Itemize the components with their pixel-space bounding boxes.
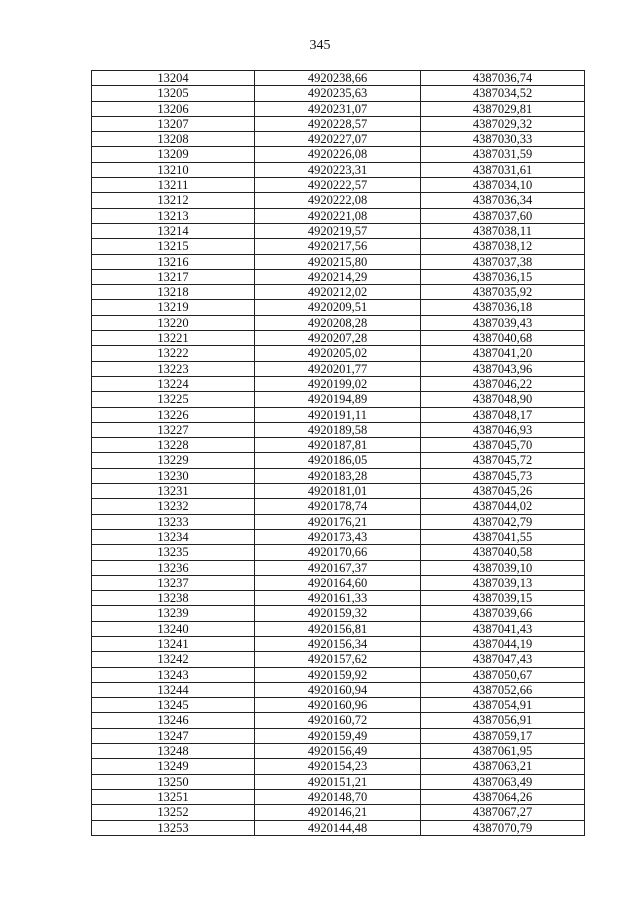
- x-coordinate-cell: 4920205,02: [255, 346, 421, 361]
- y-coordinate-cell: 4387063,49: [421, 774, 585, 789]
- y-coordinate-cell: 4387038,11: [421, 223, 585, 238]
- y-coordinate-cell: 4387044,02: [421, 499, 585, 514]
- table-row: [92, 132, 585, 147]
- x-coordinate-cell: 4920191,11: [255, 407, 421, 422]
- y-coordinate-cell: 4387054,91: [421, 698, 585, 713]
- table-row: [92, 193, 585, 208]
- point-number-cell: 13206: [92, 101, 255, 116]
- y-coordinate-cell: 4387036,34: [421, 193, 585, 208]
- x-coordinate-cell: 4920222,57: [255, 178, 421, 193]
- table-row: [92, 774, 585, 789]
- table-row: [92, 545, 585, 560]
- x-coordinate-cell: 4920231,07: [255, 101, 421, 116]
- point-number-cell: 13233: [92, 514, 255, 529]
- y-coordinate-cell: 4387039,13: [421, 575, 585, 590]
- table-row: [92, 468, 585, 483]
- x-coordinate-cell: 4920215,80: [255, 254, 421, 269]
- point-number-cell: 13237: [92, 575, 255, 590]
- table-row: [92, 728, 585, 743]
- x-coordinate-cell: 4920208,28: [255, 315, 421, 330]
- y-coordinate-cell: 4387059,17: [421, 728, 585, 743]
- y-coordinate-cell: 4387036,15: [421, 269, 585, 284]
- y-coordinate-cell: 4387070,79: [421, 820, 585, 835]
- x-coordinate-cell: 4920181,01: [255, 484, 421, 499]
- table-row: [92, 514, 585, 529]
- table-row: [92, 331, 585, 346]
- x-coordinate-cell: 4920223,31: [255, 162, 421, 177]
- x-coordinate-cell: 4920186,05: [255, 453, 421, 468]
- y-coordinate-cell: 4387050,67: [421, 667, 585, 682]
- table-row: [92, 484, 585, 499]
- x-coordinate-cell: 4920164,60: [255, 575, 421, 590]
- table-row: [92, 239, 585, 254]
- coordinates-table: [91, 70, 585, 836]
- y-coordinate-cell: 4387047,43: [421, 652, 585, 667]
- table-row: [92, 315, 585, 330]
- x-coordinate-cell: 4920214,29: [255, 269, 421, 284]
- table-row: [92, 820, 585, 835]
- y-coordinate-cell: 4387039,15: [421, 591, 585, 606]
- x-coordinate-cell: 4920170,66: [255, 545, 421, 560]
- point-number-cell: 13204: [92, 71, 255, 86]
- table-row: [92, 713, 585, 728]
- point-number-cell: 13228: [92, 438, 255, 453]
- y-coordinate-cell: 4387037,60: [421, 208, 585, 223]
- x-coordinate-cell: 4920207,28: [255, 331, 421, 346]
- point-number-cell: 13212: [92, 193, 255, 208]
- y-coordinate-cell: 4387046,93: [421, 422, 585, 437]
- x-coordinate-cell: 4920201,77: [255, 361, 421, 376]
- x-coordinate-cell: 4920199,02: [255, 376, 421, 391]
- y-coordinate-cell: 4387037,38: [421, 254, 585, 269]
- x-coordinate-cell: 4920156,34: [255, 636, 421, 651]
- x-coordinate-cell: 4920221,08: [255, 208, 421, 223]
- x-coordinate-cell: 4920176,21: [255, 514, 421, 529]
- point-number-cell: 13220: [92, 315, 255, 330]
- y-coordinate-cell: 4387056,91: [421, 713, 585, 728]
- x-coordinate-cell: 4920161,33: [255, 591, 421, 606]
- y-coordinate-cell: 4387040,68: [421, 331, 585, 346]
- y-coordinate-cell: 4387041,20: [421, 346, 585, 361]
- point-number-cell: 13214: [92, 223, 255, 238]
- table-row: [92, 346, 585, 361]
- x-coordinate-cell: 4920160,72: [255, 713, 421, 728]
- x-coordinate-cell: 4920151,21: [255, 774, 421, 789]
- x-coordinate-cell: 4920159,92: [255, 667, 421, 682]
- point-number-cell: 13236: [92, 560, 255, 575]
- point-number-cell: 13248: [92, 744, 255, 759]
- y-coordinate-cell: 4387063,21: [421, 759, 585, 774]
- table-row: [92, 361, 585, 376]
- table-row: [92, 499, 585, 514]
- point-number-cell: 13223: [92, 361, 255, 376]
- point-number-cell: 13227: [92, 422, 255, 437]
- point-number-cell: 13242: [92, 652, 255, 667]
- x-coordinate-cell: 4920160,96: [255, 698, 421, 713]
- point-number-cell: 13222: [92, 346, 255, 361]
- x-coordinate-cell: 4920189,58: [255, 422, 421, 437]
- table-row: [92, 698, 585, 713]
- point-number-cell: 13232: [92, 499, 255, 514]
- y-coordinate-cell: 4387029,32: [421, 116, 585, 131]
- table-row: [92, 560, 585, 575]
- table-row: [92, 591, 585, 606]
- coordinates-table-body: [92, 71, 585, 836]
- y-coordinate-cell: 4387048,17: [421, 407, 585, 422]
- point-number-cell: 13217: [92, 269, 255, 284]
- x-coordinate-cell: 4920226,08: [255, 147, 421, 162]
- point-number-cell: 13216: [92, 254, 255, 269]
- table-row: [92, 682, 585, 697]
- y-coordinate-cell: 4387045,26: [421, 484, 585, 499]
- y-coordinate-cell: 4387031,59: [421, 147, 585, 162]
- x-coordinate-cell: 4920178,74: [255, 499, 421, 514]
- y-coordinate-cell: 4387035,92: [421, 285, 585, 300]
- x-coordinate-cell: 4920160,94: [255, 682, 421, 697]
- table-row: [92, 223, 585, 238]
- y-coordinate-cell: 4387039,43: [421, 315, 585, 330]
- table-row: [92, 652, 585, 667]
- table-row: [92, 392, 585, 407]
- table-row: [92, 667, 585, 682]
- point-number-cell: 13224: [92, 376, 255, 391]
- x-coordinate-cell: 4920238,66: [255, 71, 421, 86]
- x-coordinate-cell: 4920144,48: [255, 820, 421, 835]
- table-row: [92, 147, 585, 162]
- y-coordinate-cell: 4387045,73: [421, 468, 585, 483]
- y-coordinate-cell: 4387041,43: [421, 621, 585, 636]
- point-number-cell: 13245: [92, 698, 255, 713]
- x-coordinate-cell: 4920212,02: [255, 285, 421, 300]
- point-number-cell: 13241: [92, 636, 255, 651]
- page-number: 345: [309, 38, 331, 53]
- x-coordinate-cell: 4920222,08: [255, 193, 421, 208]
- point-number-cell: 13208: [92, 132, 255, 147]
- table-row: [92, 407, 585, 422]
- point-number-cell: 13253: [92, 820, 255, 835]
- x-coordinate-cell: 4920159,32: [255, 606, 421, 621]
- point-number-cell: 13250: [92, 774, 255, 789]
- y-coordinate-cell: 4387045,70: [421, 438, 585, 453]
- table-row: [92, 208, 585, 223]
- table-row: [92, 422, 585, 437]
- table-row: [92, 453, 585, 468]
- x-coordinate-cell: 4920209,51: [255, 300, 421, 315]
- point-number-cell: 13209: [92, 147, 255, 162]
- x-coordinate-cell: 4920148,70: [255, 789, 421, 804]
- x-coordinate-cell: 4920154,23: [255, 759, 421, 774]
- point-number-cell: 13215: [92, 239, 255, 254]
- point-number-cell: 13213: [92, 208, 255, 223]
- x-coordinate-cell: 4920235,63: [255, 86, 421, 101]
- table-row: [92, 162, 585, 177]
- table-row: [92, 636, 585, 651]
- table-row: [92, 621, 585, 636]
- y-coordinate-cell: 4387039,66: [421, 606, 585, 621]
- table-row: [92, 300, 585, 315]
- point-number-cell: 13251: [92, 789, 255, 804]
- point-number-cell: 13225: [92, 392, 255, 407]
- point-number-cell: 13234: [92, 529, 255, 544]
- y-coordinate-cell: 4387067,27: [421, 805, 585, 820]
- table-row: [92, 269, 585, 284]
- x-coordinate-cell: 4920173,43: [255, 529, 421, 544]
- x-coordinate-cell: 4920227,07: [255, 132, 421, 147]
- point-number-cell: 13221: [92, 331, 255, 346]
- table-row: [92, 744, 585, 759]
- y-coordinate-cell: 4387030,33: [421, 132, 585, 147]
- y-coordinate-cell: 4387048,90: [421, 392, 585, 407]
- x-coordinate-cell: 4920167,37: [255, 560, 421, 575]
- y-coordinate-cell: 4387036,18: [421, 300, 585, 315]
- x-coordinate-cell: 4920228,57: [255, 116, 421, 131]
- x-coordinate-cell: 4920183,28: [255, 468, 421, 483]
- table-row: [92, 759, 585, 774]
- point-number-cell: 13235: [92, 545, 255, 560]
- point-number-cell: 13219: [92, 300, 255, 315]
- point-number-cell: 13229: [92, 453, 255, 468]
- point-number-cell: 13246: [92, 713, 255, 728]
- table-row: [92, 101, 585, 116]
- table-row: [92, 529, 585, 544]
- point-number-cell: 13226: [92, 407, 255, 422]
- y-coordinate-cell: 4387039,10: [421, 560, 585, 575]
- point-number-cell: 13210: [92, 162, 255, 177]
- y-coordinate-cell: 4387031,61: [421, 162, 585, 177]
- x-coordinate-cell: 4920156,81: [255, 621, 421, 636]
- point-number-cell: 13238: [92, 591, 255, 606]
- point-number-cell: 13244: [92, 682, 255, 697]
- point-number-cell: 13231: [92, 484, 255, 499]
- point-number-cell: 13211: [92, 178, 255, 193]
- y-coordinate-cell: 4387042,79: [421, 514, 585, 529]
- y-coordinate-cell: 4387044,19: [421, 636, 585, 651]
- x-coordinate-cell: 4920156,49: [255, 744, 421, 759]
- table-row: [92, 575, 585, 590]
- x-coordinate-cell: 4920217,56: [255, 239, 421, 254]
- y-coordinate-cell: 4387036,74: [421, 71, 585, 86]
- table-row: [92, 285, 585, 300]
- y-coordinate-cell: 4387061,95: [421, 744, 585, 759]
- y-coordinate-cell: 4387064,26: [421, 789, 585, 804]
- x-coordinate-cell: 4920157,62: [255, 652, 421, 667]
- point-number-cell: 13239: [92, 606, 255, 621]
- table-row: [92, 178, 585, 193]
- point-number-cell: 13207: [92, 116, 255, 131]
- point-number-cell: 13230: [92, 468, 255, 483]
- x-coordinate-cell: 4920219,57: [255, 223, 421, 238]
- y-coordinate-cell: 4387043,96: [421, 361, 585, 376]
- table-row: [92, 789, 585, 804]
- y-coordinate-cell: 4387038,12: [421, 239, 585, 254]
- table-row: [92, 86, 585, 101]
- x-coordinate-cell: 4920194,89: [255, 392, 421, 407]
- x-coordinate-cell: 4920187,81: [255, 438, 421, 453]
- table-row: [92, 805, 585, 820]
- table-row: [92, 254, 585, 269]
- y-coordinate-cell: 4387040,58: [421, 545, 585, 560]
- point-number-cell: 13243: [92, 667, 255, 682]
- table-row: [92, 376, 585, 391]
- x-coordinate-cell: 4920146,21: [255, 805, 421, 820]
- y-coordinate-cell: 4387052,66: [421, 682, 585, 697]
- table-row: [92, 438, 585, 453]
- table-row: [92, 71, 585, 86]
- point-number-cell: 13240: [92, 621, 255, 636]
- point-number-cell: 13249: [92, 759, 255, 774]
- table-row: [92, 606, 585, 621]
- y-coordinate-cell: 4387045,72: [421, 453, 585, 468]
- y-coordinate-cell: 4387034,52: [421, 86, 585, 101]
- point-number-cell: 13252: [92, 805, 255, 820]
- x-coordinate-cell: 4920159,49: [255, 728, 421, 743]
- point-number-cell: 13205: [92, 86, 255, 101]
- y-coordinate-cell: 4387034,10: [421, 178, 585, 193]
- point-number-cell: 13247: [92, 728, 255, 743]
- table-row: [92, 116, 585, 131]
- y-coordinate-cell: 4387046,22: [421, 376, 585, 391]
- point-number-cell: 13218: [92, 285, 255, 300]
- y-coordinate-cell: 4387029,81: [421, 101, 585, 116]
- y-coordinate-cell: 4387041,55: [421, 529, 585, 544]
